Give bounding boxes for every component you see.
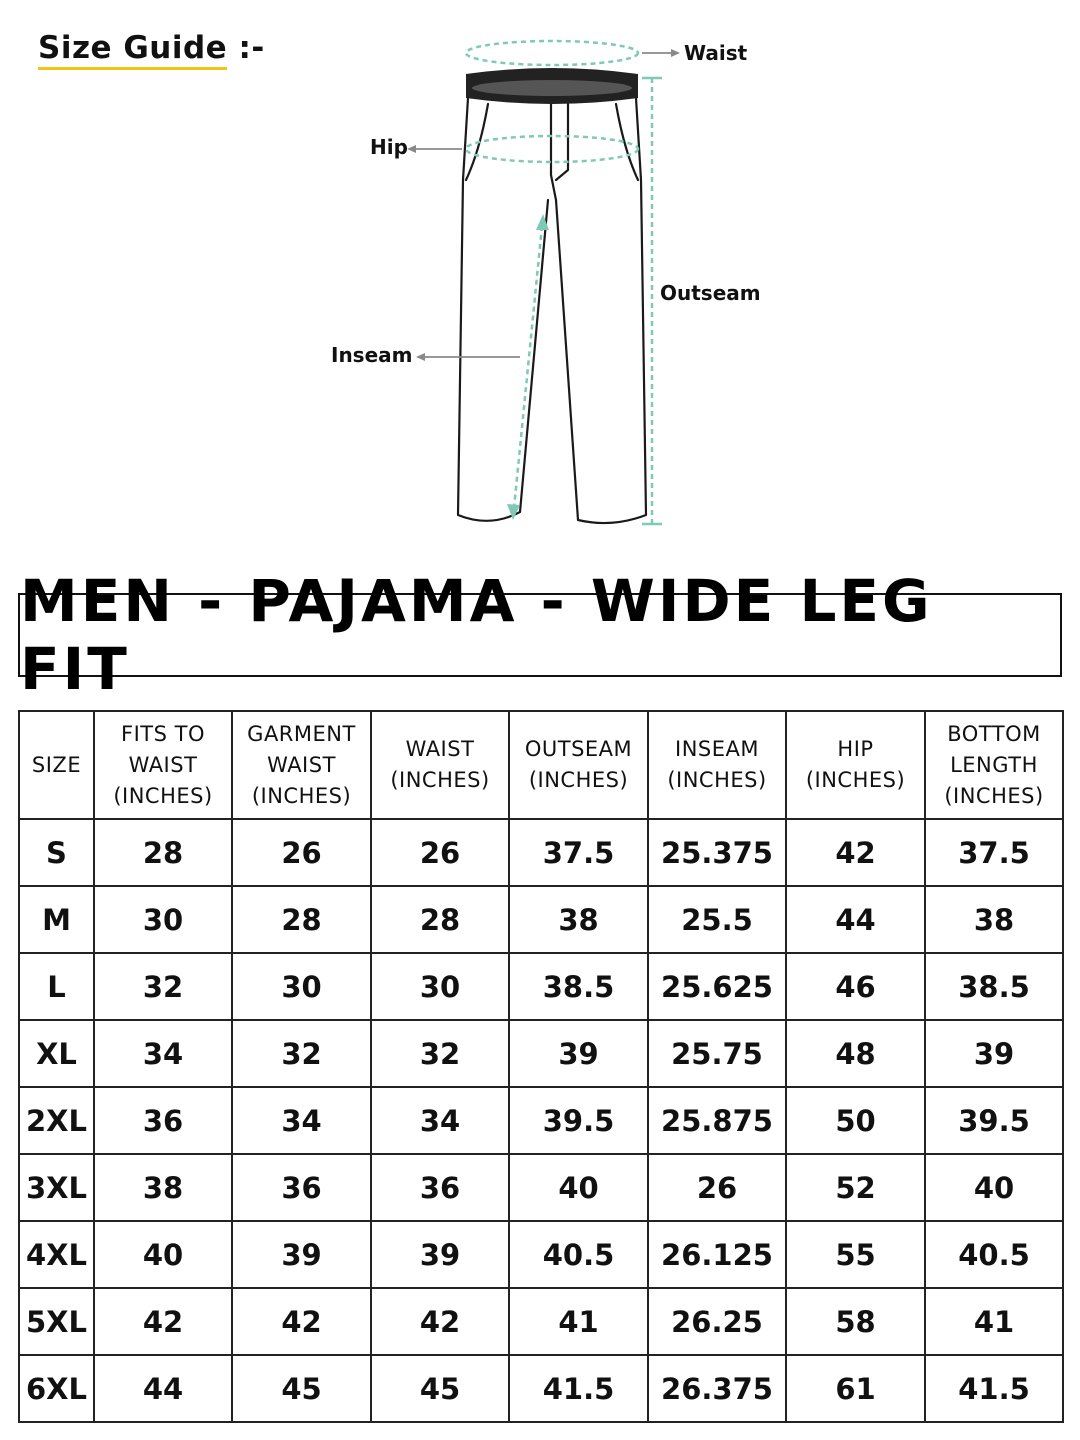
- hip-label: Hip: [370, 135, 408, 159]
- table-cell: 39: [925, 1020, 1063, 1087]
- column-header-line: BOTTOM: [947, 721, 1041, 746]
- column-header-outseam: [509, 711, 648, 819]
- table-cell: 50: [786, 1087, 925, 1154]
- table-cell: 39: [509, 1020, 648, 1087]
- table-cell: 42: [94, 1288, 232, 1355]
- table-cell: 26.25: [648, 1288, 786, 1355]
- table-row: [19, 1154, 1063, 1221]
- table-cell: 42: [371, 1288, 509, 1355]
- table-cell: 28: [232, 886, 371, 953]
- column-header-line: WAIST: [267, 752, 336, 777]
- table-cell: 41.5: [509, 1355, 648, 1422]
- table-cell: 44: [786, 886, 925, 953]
- table-cell: 45: [371, 1355, 509, 1422]
- chart-title-box: [18, 567, 1062, 703]
- column-header-line: (INCHES): [805, 768, 906, 792]
- column-header-line: INSEAM: [675, 737, 759, 761]
- table-cell: 30: [371, 953, 509, 1020]
- table-cell: 37.5: [509, 819, 648, 886]
- waist-measure-ellipse: [466, 41, 638, 65]
- table-cell: 36: [94, 1087, 232, 1154]
- table-cell: 25.5: [648, 886, 786, 953]
- column-header-waist: [371, 711, 509, 819]
- column-header-hip: [786, 711, 925, 819]
- size-cell: 4XL: [19, 1221, 94, 1288]
- waist-label: Waist: [684, 41, 748, 65]
- column-header-fits-to-waist: [94, 711, 232, 819]
- column-header-size: [19, 711, 94, 819]
- column-header-line: (INCHES): [528, 768, 629, 792]
- table-cell: 25.75: [648, 1020, 786, 1087]
- table-row: [19, 1221, 1063, 1288]
- table-cell: 40: [925, 1154, 1063, 1221]
- right-leg-outline: [556, 98, 646, 523]
- column-header-line: WAIST: [128, 752, 198, 777]
- table-cell: 36: [232, 1154, 371, 1221]
- table-cell: 58: [786, 1288, 925, 1355]
- table-cell: 39: [232, 1221, 371, 1288]
- column-header-bottom-length: [925, 711, 1063, 819]
- table-cell: 38: [509, 886, 648, 953]
- column-header-line: LENGTH: [950, 752, 1038, 777]
- table-cell: 52: [786, 1154, 925, 1221]
- table-cell: 40: [94, 1221, 232, 1288]
- table-cell: 45: [232, 1355, 371, 1422]
- table-cell: 25.625: [648, 953, 786, 1020]
- table-cell: 26.125: [648, 1221, 786, 1288]
- table-cell: 38: [925, 886, 1063, 953]
- fly-stitch: [556, 104, 568, 180]
- table-cell: 55: [786, 1221, 925, 1288]
- column-header-inseam: [648, 711, 786, 819]
- table-cell: 39.5: [925, 1087, 1063, 1154]
- table-cell: 26: [371, 819, 509, 886]
- table-cell: 38: [94, 1154, 232, 1221]
- column-header-line: FITS TO: [121, 721, 205, 746]
- table-cell: 30: [232, 953, 371, 1020]
- column-header-garment-waist: [232, 711, 371, 819]
- table-cell: 34: [371, 1087, 509, 1154]
- size-cell: 3XL: [19, 1154, 94, 1221]
- table-cell: 42: [786, 819, 925, 886]
- table-cell: 38.5: [509, 953, 648, 1020]
- column-header-line: (INCHES): [944, 783, 1044, 808]
- table-row: [19, 1355, 1063, 1422]
- pants-outline: [458, 98, 646, 523]
- table-cell: 38.5: [925, 953, 1063, 1020]
- table-cell: 41: [925, 1288, 1063, 1355]
- table-cell: 39.5: [509, 1087, 648, 1154]
- table-row: [19, 1020, 1063, 1087]
- table-cell: 44: [94, 1355, 232, 1422]
- column-header-line: GARMENT: [247, 721, 356, 746]
- column-header-line: WAIST: [405, 737, 475, 761]
- table-cell: 34: [232, 1087, 371, 1154]
- table-row: [19, 953, 1063, 1020]
- table-body: [19, 819, 1063, 1422]
- table-row: [19, 1087, 1063, 1154]
- size-cell: 6XL: [19, 1355, 94, 1422]
- table-cell: 40: [509, 1154, 648, 1221]
- table-cell: 46: [786, 953, 925, 1020]
- table-cell: 41: [509, 1288, 648, 1355]
- table-cell: 28: [94, 819, 232, 886]
- table-cell: 36: [371, 1154, 509, 1221]
- table-cell: 61: [786, 1355, 925, 1422]
- size-guide-label: Size Guide: [38, 30, 227, 70]
- table-cell: 26.375: [648, 1355, 786, 1422]
- column-header-line: (INCHES): [390, 768, 490, 792]
- outseam-label: Outseam: [660, 281, 761, 305]
- table-cell: 32: [94, 953, 232, 1020]
- size-cell: 2XL: [19, 1087, 94, 1154]
- inseam-label: Inseam: [331, 343, 413, 367]
- waistband: [466, 68, 638, 104]
- size-guide-suffix: :-: [227, 30, 265, 66]
- column-header-line: OUTSEAM: [524, 737, 633, 761]
- table-cell: 32: [371, 1020, 509, 1087]
- size-cell: L: [19, 953, 94, 1020]
- size-cell: XL: [19, 1020, 94, 1087]
- table-cell: 37.5: [925, 819, 1063, 886]
- table-cell: 30: [94, 886, 232, 953]
- table-row: [19, 886, 1063, 953]
- pants-measurement-diagram: [0, 0, 1080, 560]
- size-cell: 5XL: [19, 1288, 94, 1355]
- table-cell: 25.875: [648, 1087, 786, 1154]
- table-header-row: [19, 711, 1063, 819]
- table-cell: 39: [371, 1221, 509, 1288]
- chart-title: MEN - PAJAMA - WIDE LEG FIT: [20, 567, 933, 703]
- size-cell: S: [19, 819, 94, 886]
- table-cell: 28: [371, 886, 509, 953]
- table-cell: 25.375: [648, 819, 786, 886]
- fly-line: [551, 104, 556, 200]
- table-cell: 34: [94, 1020, 232, 1087]
- column-header-line: HIP: [837, 737, 874, 761]
- column-header-line: SIZE: [31, 752, 82, 777]
- column-header-line: (INCHES): [251, 783, 352, 808]
- size-chart-table: [18, 710, 1064, 1423]
- column-header-line: (INCHES): [113, 783, 213, 808]
- size-cell: M: [19, 886, 94, 953]
- table-cell: 40.5: [509, 1221, 648, 1288]
- column-header-line: (INCHES): [667, 768, 767, 792]
- table-cell: 40.5: [925, 1221, 1063, 1288]
- table-cell: 32: [232, 1020, 371, 1087]
- table-cell: 42: [232, 1288, 371, 1355]
- table-row: [19, 1288, 1063, 1355]
- table-cell: 48: [786, 1020, 925, 1087]
- table-cell: 26: [648, 1154, 786, 1221]
- table-cell: 41.5: [925, 1355, 1063, 1422]
- table-row: [19, 819, 1063, 886]
- table-cell: 26: [232, 819, 371, 886]
